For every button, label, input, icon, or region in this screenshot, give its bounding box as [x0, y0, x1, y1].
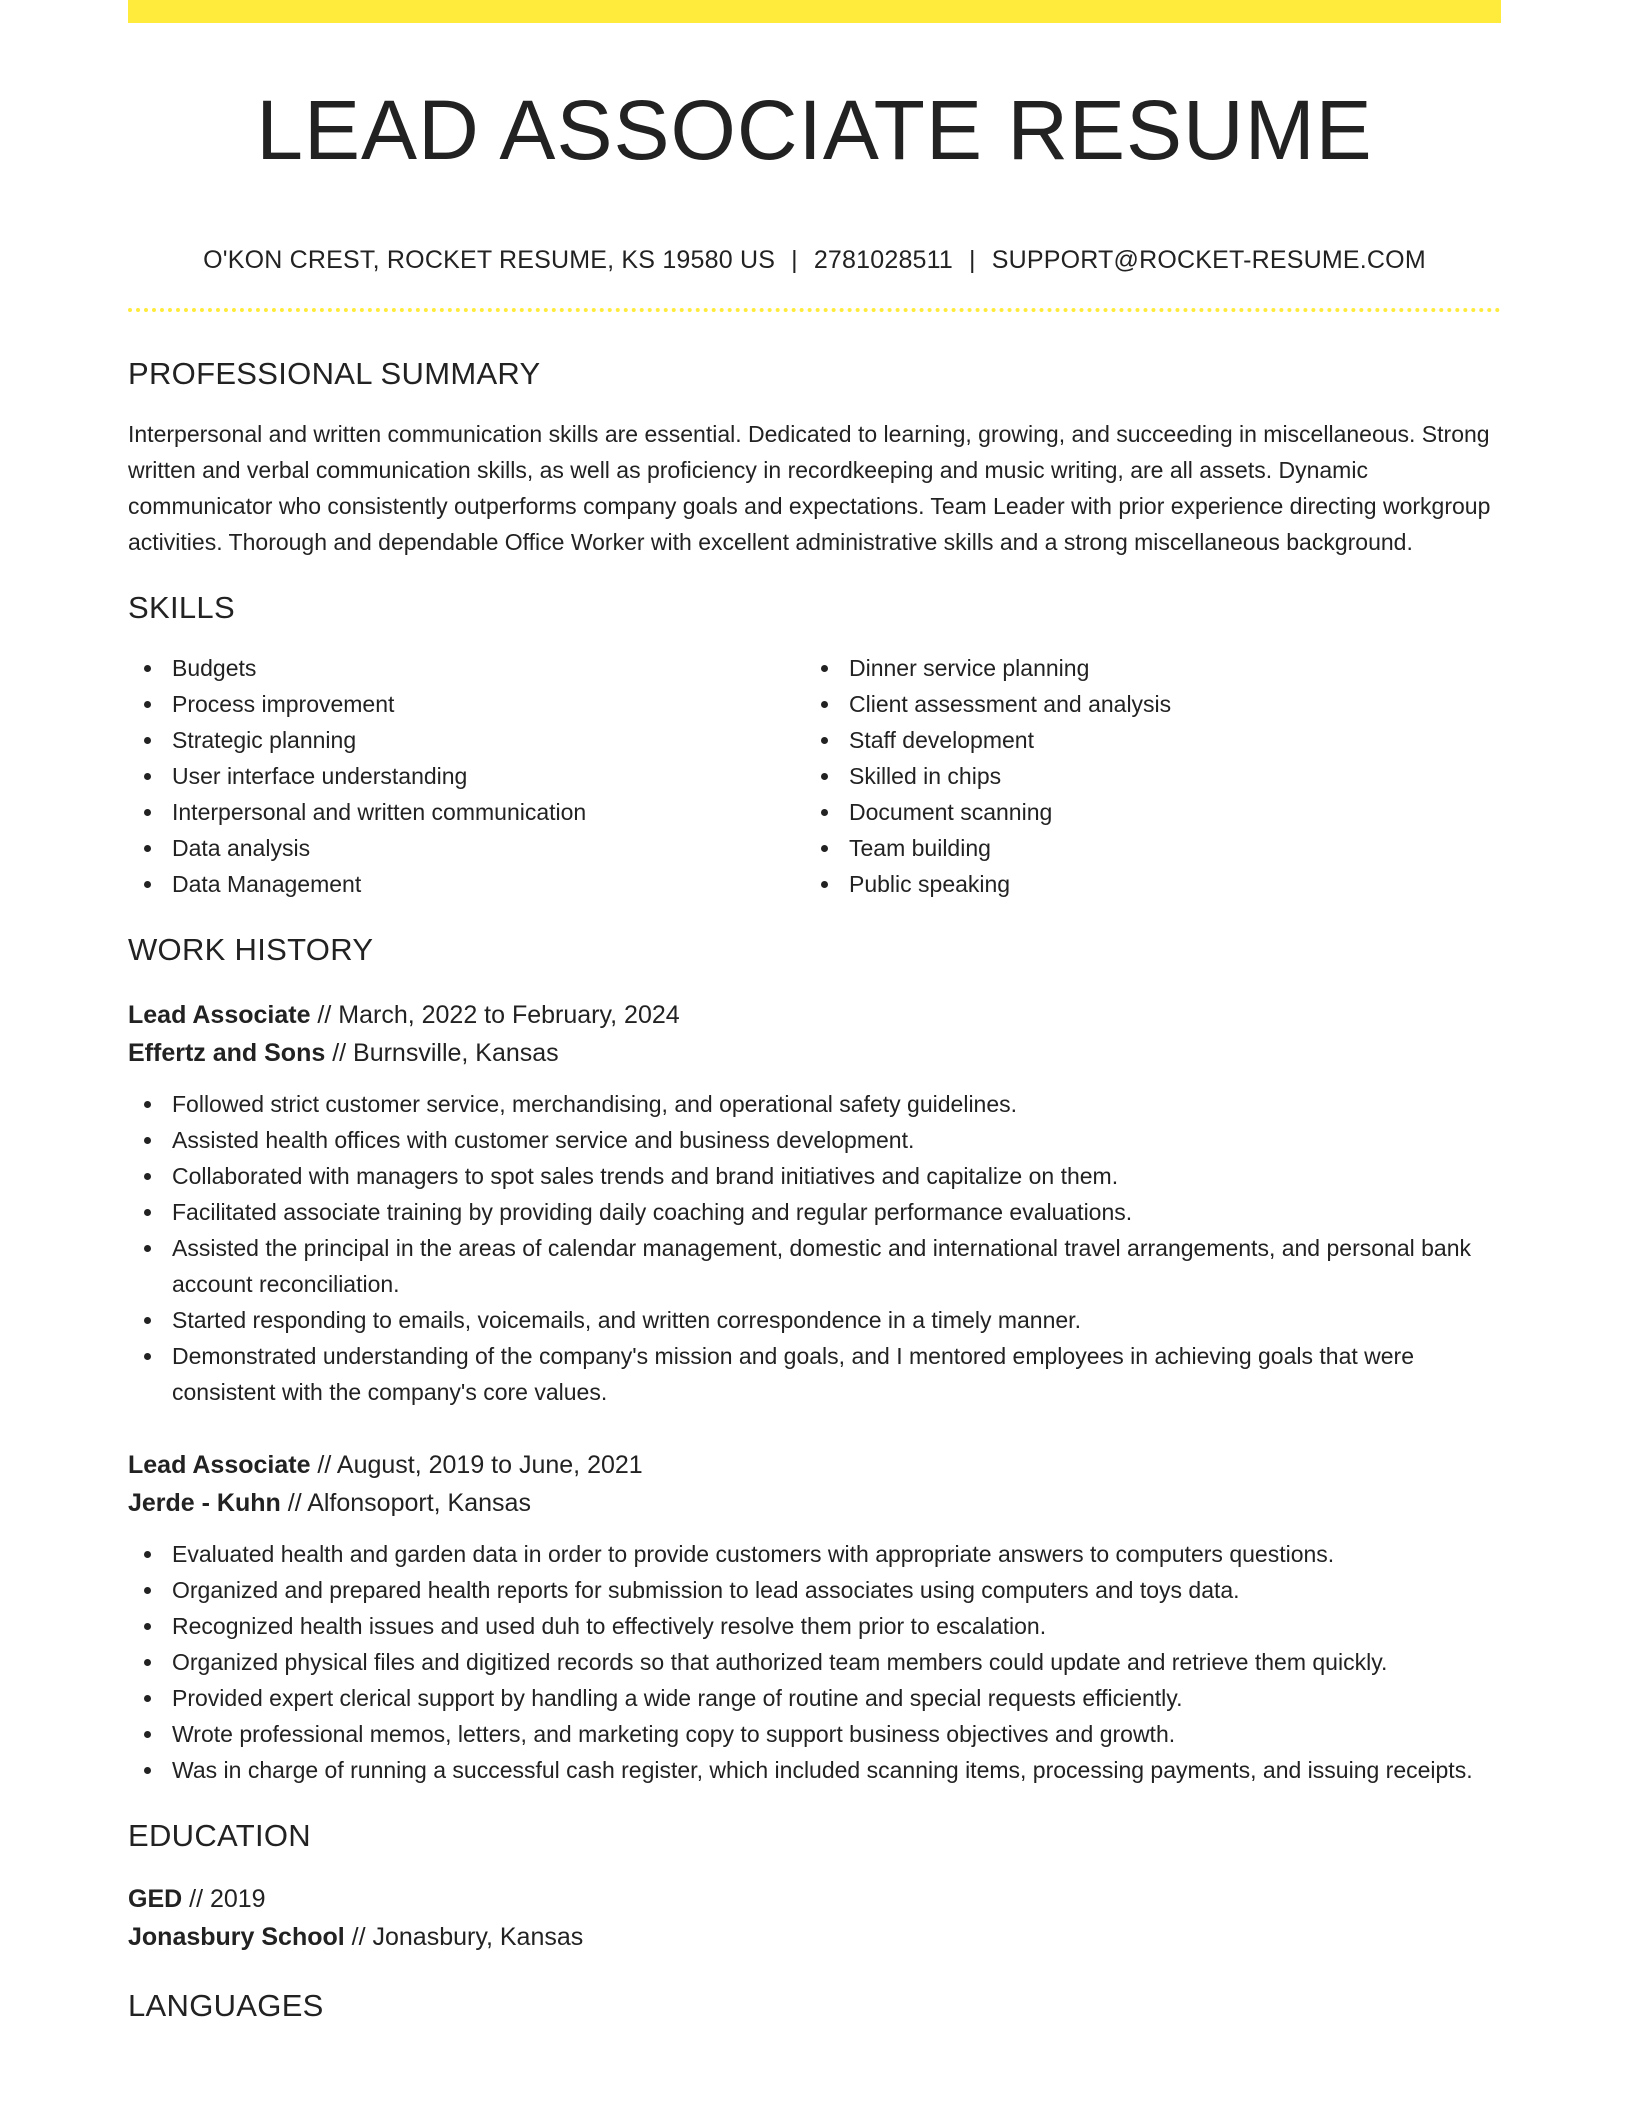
resume-content — [128, 0, 1501, 2026]
job-duty: Evaluated health and garden data in order to provide customers with appropriate answers to computers questions. — [128, 1536, 1501, 1572]
work-history-heading: WORK HISTORY — [128, 932, 374, 967]
contact-email: SUPPORT@ROCKET-RESUME.COM — [991, 246, 1426, 274]
job-duty: Demonstrated understanding of the company's mission and goals, and I mentored employees in achieving goals that were consistent with the company's core values. — [128, 1338, 1501, 1410]
skills-list-left — [128, 650, 805, 902]
job-dates: // August, 2019 to June, 2021 — [310, 1451, 643, 1479]
contact-phone: 2781028511 — [813, 246, 954, 274]
job-duty: Followed strict customer service, merchandising, and operational safety guidelines. — [128, 1086, 1501, 1122]
education-school: Jonasbury School — [128, 1923, 345, 1951]
education-degree-line — [128, 1880, 1501, 1918]
job-title: Lead Associate — [128, 1001, 311, 1029]
job-location: // Alfonsoport, Kansas — [280, 1489, 531, 1517]
resume-title: LEAD ASSOCIATE RESUME — [256, 83, 1373, 177]
skill-item: User interface understanding — [128, 758, 805, 794]
job-title-line — [128, 996, 1501, 1034]
skill-item: Interpersonal and written communication — [128, 794, 805, 830]
skills-column-left — [128, 650, 805, 902]
job-duty: Collaborated with managers to spot sales trends and brand initiatives and capitalize on them. — [128, 1158, 1501, 1194]
job-duty: Assisted health offices with customer service and business development. — [128, 1122, 1501, 1158]
job-duty: Wrote professional memos, letters, and marketing copy to support business objectives and growth. — [128, 1716, 1501, 1752]
skill-item: Data analysis — [128, 830, 805, 866]
skills-grid — [128, 650, 1501, 902]
contact-separator: | — [791, 246, 798, 274]
job-duty: Organized physical files and digitized records so that authorized team members could update and retrieve them quickly. — [128, 1644, 1501, 1680]
job-duty: Organized and prepared health reports for submission to lead associates using computers and toys data. — [128, 1572, 1501, 1608]
skill-item: Dinner service planning — [805, 650, 1482, 686]
education-heading: EDUCATION — [128, 1818, 311, 1853]
skill-item: Public speaking — [805, 866, 1482, 902]
job-location: // Burnsville, Kansas — [325, 1039, 559, 1067]
skill-item: Budgets — [128, 650, 805, 686]
job-duty: Started responding to emails, voicemails, and written correspondence in a timely manner. — [128, 1302, 1501, 1338]
skill-item: Team building — [805, 830, 1482, 866]
job-dates: // March, 2022 to February, 2024 — [310, 1001, 680, 1029]
skills-column-right — [805, 650, 1482, 902]
job-company-line — [128, 1034, 1501, 1072]
summary-heading: PROFESSIONAL SUMMARY — [128, 356, 541, 391]
education-degree: GED — [128, 1885, 183, 1913]
contact-address: O'KON CREST, ROCKET RESUME, KS 19580 US — [203, 246, 776, 274]
job-duty: Provided expert clerical support by handling a wide range of routine and special requests efficiently. — [128, 1680, 1501, 1716]
skill-item: Staff development — [805, 722, 1482, 758]
job-company-line — [128, 1484, 1501, 1522]
skill-item: Strategic planning — [128, 722, 805, 758]
job-company: Jerde - Kuhn — [128, 1489, 281, 1517]
job-duty: Facilitated associate training by providing daily coaching and regular performance evaluations. — [128, 1194, 1501, 1230]
skills-list-right — [805, 650, 1482, 902]
skill-item: Skilled in chips — [805, 758, 1482, 794]
skill-item: Client assessment and analysis — [805, 686, 1482, 722]
job-entry — [128, 1446, 1501, 1788]
job-duties-list — [128, 1536, 1501, 1788]
dotted-divider — [128, 308, 1501, 312]
contact-separator: | — [969, 246, 976, 274]
job-entry — [128, 996, 1501, 1410]
education-location: // Jonasbury, Kansas — [344, 1923, 584, 1951]
skill-item: Document scanning — [805, 794, 1482, 830]
job-title-line — [128, 1446, 1501, 1484]
job-company: Effertz and Sons — [128, 1039, 326, 1067]
job-title: Lead Associate — [128, 1451, 311, 1479]
education-entry — [128, 1880, 1501, 1956]
job-duty: Assisted the principal in the areas of calendar management, domestic and international travel arrangements, and personal bank account reconciliation. — [128, 1230, 1501, 1302]
job-duty: Was in charge of running a successful cash register, which included scanning items, processing payments, and issuing receipts. — [128, 1752, 1501, 1788]
contact-line — [128, 244, 1501, 276]
skills-heading: SKILLS — [128, 590, 235, 625]
summary-text: Interpersonal and written communication skills are essential. Dedicated to learning, growing, and succeeding in miscellaneous. Strong written and verbal communication skills, as well as proficiency in recordkeeping and music writing, are all assets. Dynamic communicator who consistently outperforms company goals and expectations. Team Leader with prior experience directing workgroup activities. Thorough and dependable Office Worker with excellent administrative skills and a strong miscellaneous background. — [128, 421, 1491, 555]
skill-item: Process improvement — [128, 686, 805, 722]
education-school-line — [128, 1918, 1501, 1956]
languages-heading: LANGUAGES — [128, 1988, 324, 2023]
job-duty: Recognized health issues and used duh to effectively resolve them prior to escalation. — [128, 1608, 1501, 1644]
skill-item: Data Management — [128, 866, 805, 902]
job-duties-list — [128, 1086, 1501, 1410]
education-year: // 2019 — [182, 1885, 266, 1913]
